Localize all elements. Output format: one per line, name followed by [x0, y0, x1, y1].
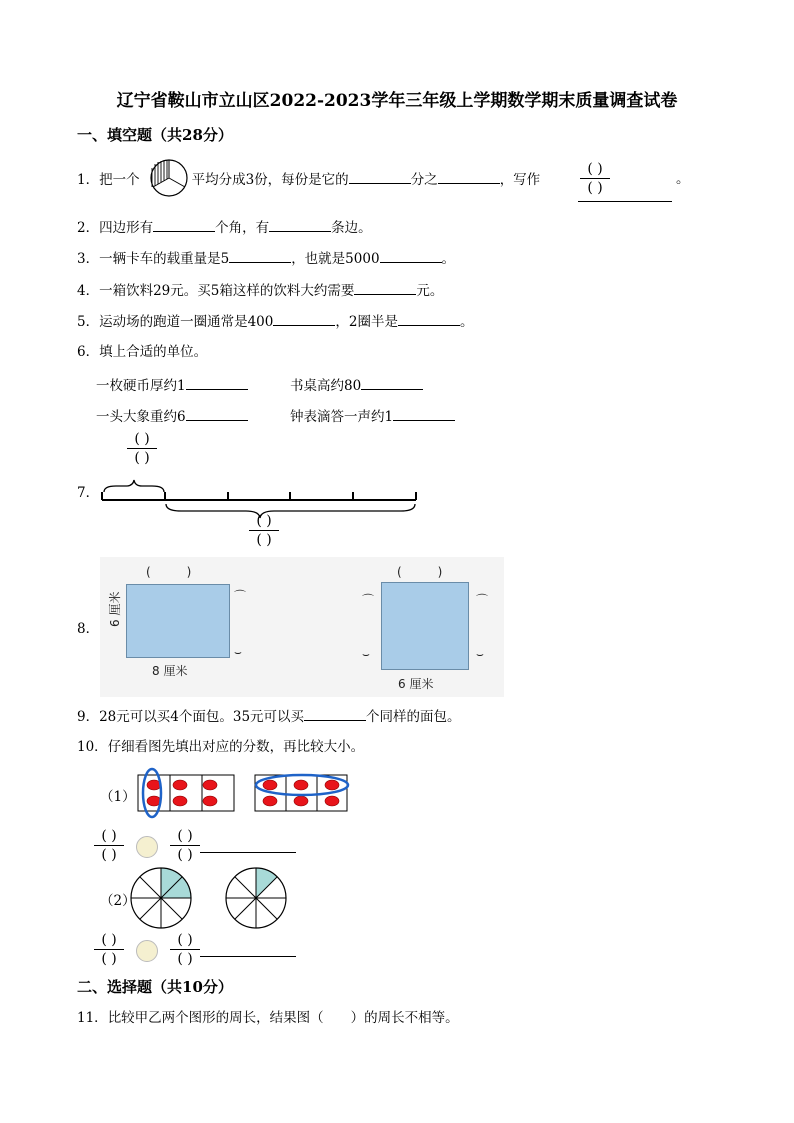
answer-blank[interactable] — [361, 375, 423, 390]
section-heading-fill-blank: 一、填空题（共28分） — [77, 126, 233, 144]
answer-blank[interactable] — [273, 311, 335, 326]
square-shape — [381, 582, 469, 670]
answer-blank[interactable] — [229, 248, 291, 263]
fraction-placeholder: ( ) ( ) — [580, 161, 610, 196]
compare-circle[interactable] — [136, 836, 158, 858]
answer-line[interactable] — [200, 956, 296, 957]
rectangle-shape — [126, 584, 230, 658]
apple-boxes-figure — [128, 765, 353, 821]
fraction-placeholder[interactable]: ( ) ( ) — [249, 513, 279, 548]
answer-blank[interactable] — [438, 169, 500, 184]
blank-paren[interactable]: ( ) — [146, 565, 192, 579]
question-8-number: 8． — [77, 621, 100, 637]
answer-line[interactable] — [200, 852, 296, 853]
fraction-placeholder[interactable]: ( ) ( ) — [94, 828, 124, 863]
number-line-brace-figure — [96, 478, 426, 522]
section-heading-choice: 二、选择题（共10分） — [77, 978, 233, 996]
fraction-placeholder[interactable]: ( ) ( ) — [94, 932, 124, 967]
question-9: 9．28元可以买4个面包。35元可以买 个同样的面包。 — [77, 706, 461, 727]
fraction-placeholder[interactable]: ( ) ( ) — [170, 932, 200, 967]
unit-item: 书桌高约80 — [290, 374, 423, 394]
question-6: 6．填上合适的单位。 — [77, 344, 208, 360]
question-5: 5．运动场的跑道一圈通常是400 ，2圈半是 。 — [77, 311, 473, 332]
pie-circles-figure — [128, 864, 288, 934]
answer-blank[interactable] — [393, 406, 455, 421]
unit-item: 钟表滴答一声约1 — [290, 405, 455, 425]
fraction-placeholder[interactable]: ( ) ( ) — [127, 431, 157, 466]
answer-blank[interactable] — [398, 311, 460, 326]
answer-blank[interactable] — [349, 169, 411, 184]
question-4: 4．一箱饮料29元。买5箱这样的饮料大约需要 元。 — [77, 280, 443, 301]
answer-line[interactable] — [578, 201, 672, 202]
compare-circle[interactable] — [136, 940, 158, 962]
answer-blank[interactable] — [186, 375, 248, 390]
answer-blank[interactable] — [380, 248, 442, 263]
unit-item: 一枚硬币厚约1 — [96, 374, 248, 394]
answer-blank[interactable] — [186, 406, 248, 421]
fraction-placeholder[interactable]: ( ) ( ) — [170, 828, 200, 863]
blank-paren[interactable]: ( ) — [397, 565, 443, 579]
question-1: 1．把一个 平均分成3份，每份是它的 分之 ，写作 — [77, 169, 540, 190]
question-10: 10．仔细看图先填出对应的分数，再比较大小。 — [77, 739, 365, 755]
question-3: 3．一辆卡车的载重量是5 ，也就是5000 。 — [77, 248, 455, 269]
question-11: 11．比较甲乙两个图形的周长，结果图（ ）的周长不相等。 — [77, 1010, 459, 1026]
answer-blank[interactable] — [304, 706, 366, 721]
answer-blank[interactable] — [153, 217, 215, 232]
question-2: 2．四边形有 个角，有 条边。 — [77, 217, 372, 238]
answer-blank[interactable] — [354, 280, 416, 295]
circle-three-parts-figure — [143, 158, 197, 198]
answer-blank[interactable] — [269, 217, 331, 232]
question-7-number: 7． — [77, 485, 100, 501]
unit-item: 一头大象重约6 — [96, 405, 248, 425]
rectangle-square-photo: ( ) 6 厘米 8 厘米 ⌒ ⌣ ( ) ⌒ ⌣ ⌒ ⌣ 6 厘米 — [100, 557, 504, 697]
page-title: 辽宁省鞍山市立山区2022-2023学年三年级上学期数学期末质量调查试卷 — [116, 91, 678, 111]
